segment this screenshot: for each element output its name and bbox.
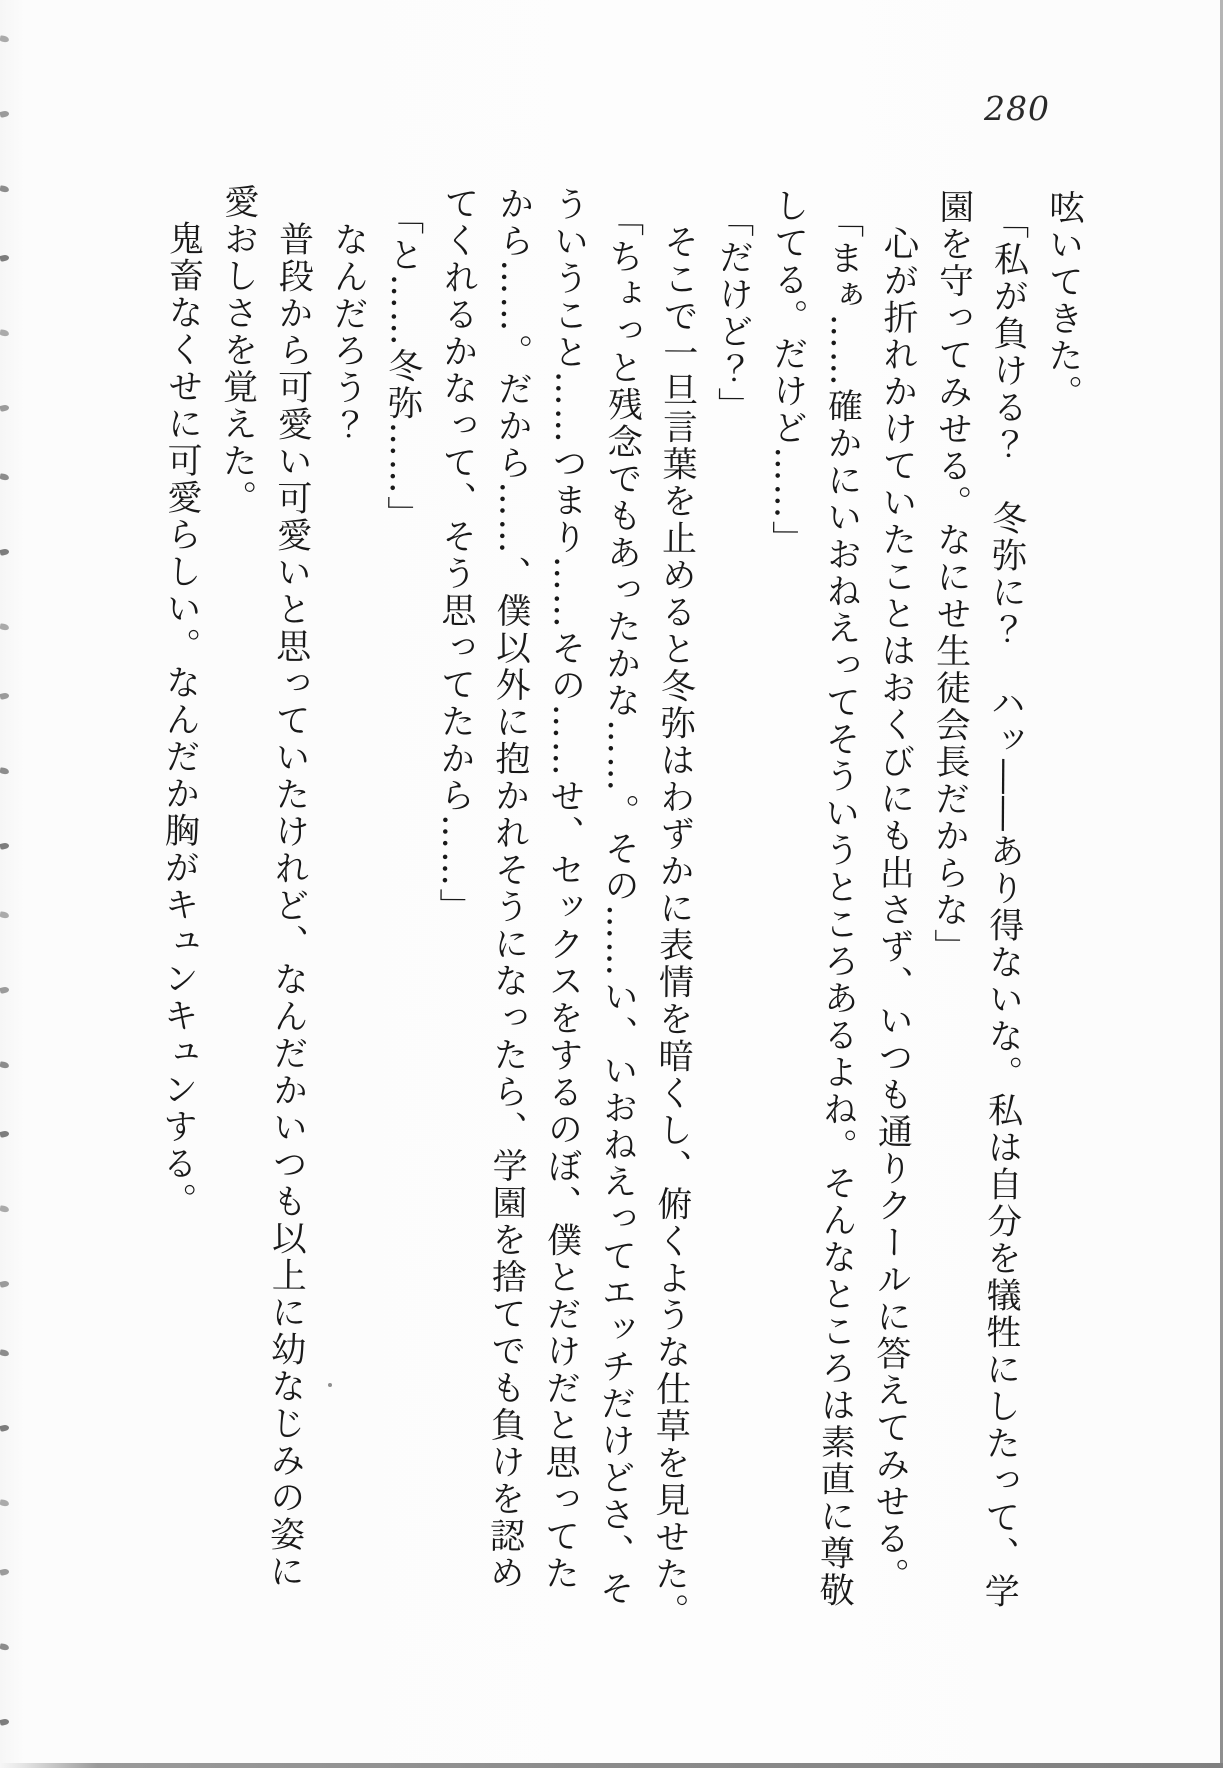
binding-mark	[0, 842, 10, 850]
text-line: 愛おしさを覚えた。	[216, 183, 259, 517]
binding-mark	[0, 1280, 10, 1288]
text-line: 呟いてきた。	[1042, 189, 1084, 412]
binding-mark	[0, 986, 10, 994]
text-line: なんだろう？	[327, 221, 369, 444]
text-line: ういうこと……つまり……その……せ、セックスをするのぼ、僕とだけだと思ってた	[539, 185, 589, 1592]
binding-mark	[0, 1718, 10, 1726]
binding-mark	[0, 1349, 9, 1356]
text-block	[146, 183, 1091, 1630]
text-line: 「だけど？」	[712, 201, 754, 425]
binding-mark	[0, 911, 9, 918]
text-line: そこで一旦言葉を止めると冬弥はわずかに表情を暗くし、俯くような仕草を見せた。	[648, 223, 699, 1630]
binding-mark	[0, 329, 9, 336]
binding-mark	[0, 623, 9, 630]
text-line: 「と……冬弥……」	[381, 199, 424, 533]
binding-mark	[0, 1205, 9, 1212]
page-number: 280	[984, 89, 1050, 128]
binding-mark	[0, 404, 10, 412]
text-line: 鬼畜なくせに可愛らしい。なんだか胸がキュンキュンする。	[156, 220, 204, 1220]
binding-mark	[0, 1130, 10, 1138]
ink-speck	[328, 1383, 332, 1387]
binding-mark	[0, 254, 10, 262]
binding-mark	[0, 1568, 10, 1576]
text-line: 園を守ってみせる。なにせ生徒会長だからな」	[928, 188, 974, 966]
text-line: 「まぁ……確かにいおねえってそういうところあるよね。そんなところは素直に尊敬	[814, 202, 864, 1609]
binding-mark	[0, 185, 9, 192]
text-line: てくれるかなって、そう思ってたから……」	[433, 184, 479, 926]
binding-mark	[0, 548, 10, 556]
binding-mark	[0, 35, 9, 42]
scan-edge-bottom	[0, 1763, 1223, 1768]
binding-mark	[0, 1424, 10, 1432]
text-line: 「私が負ける？ 冬弥に？ ハッ――あり得ないな。私は自分を犠牲にしたって、学	[979, 203, 1029, 1611]
text-line: から……。だから……、僕以外に抱かれそうになったら、学園を捨てでも負けを認め	[484, 185, 534, 1592]
text-line: 心が折れかけていたことはおくびにも出さず、いつも通りクールに答えてみせる。	[869, 225, 919, 1595]
binding-mark	[0, 110, 10, 118]
binding-mark	[0, 1499, 9, 1506]
text-line: してる。だけど……」	[766, 187, 809, 558]
binding-mark	[0, 473, 9, 480]
binding-mark	[0, 1061, 9, 1068]
text-line: 普段から可愛い可愛いと思っていたけれど、なんだかいつも以上に幼なじみの姿に	[264, 220, 314, 1591]
text-line: 「ちょっと残念でもあったかな……。その……い、いおねえってエッチだけどさ、そ	[594, 201, 644, 1608]
binding-mark	[0, 692, 10, 700]
binding-mark	[0, 767, 9, 774]
binding-mark	[0, 1643, 9, 1650]
